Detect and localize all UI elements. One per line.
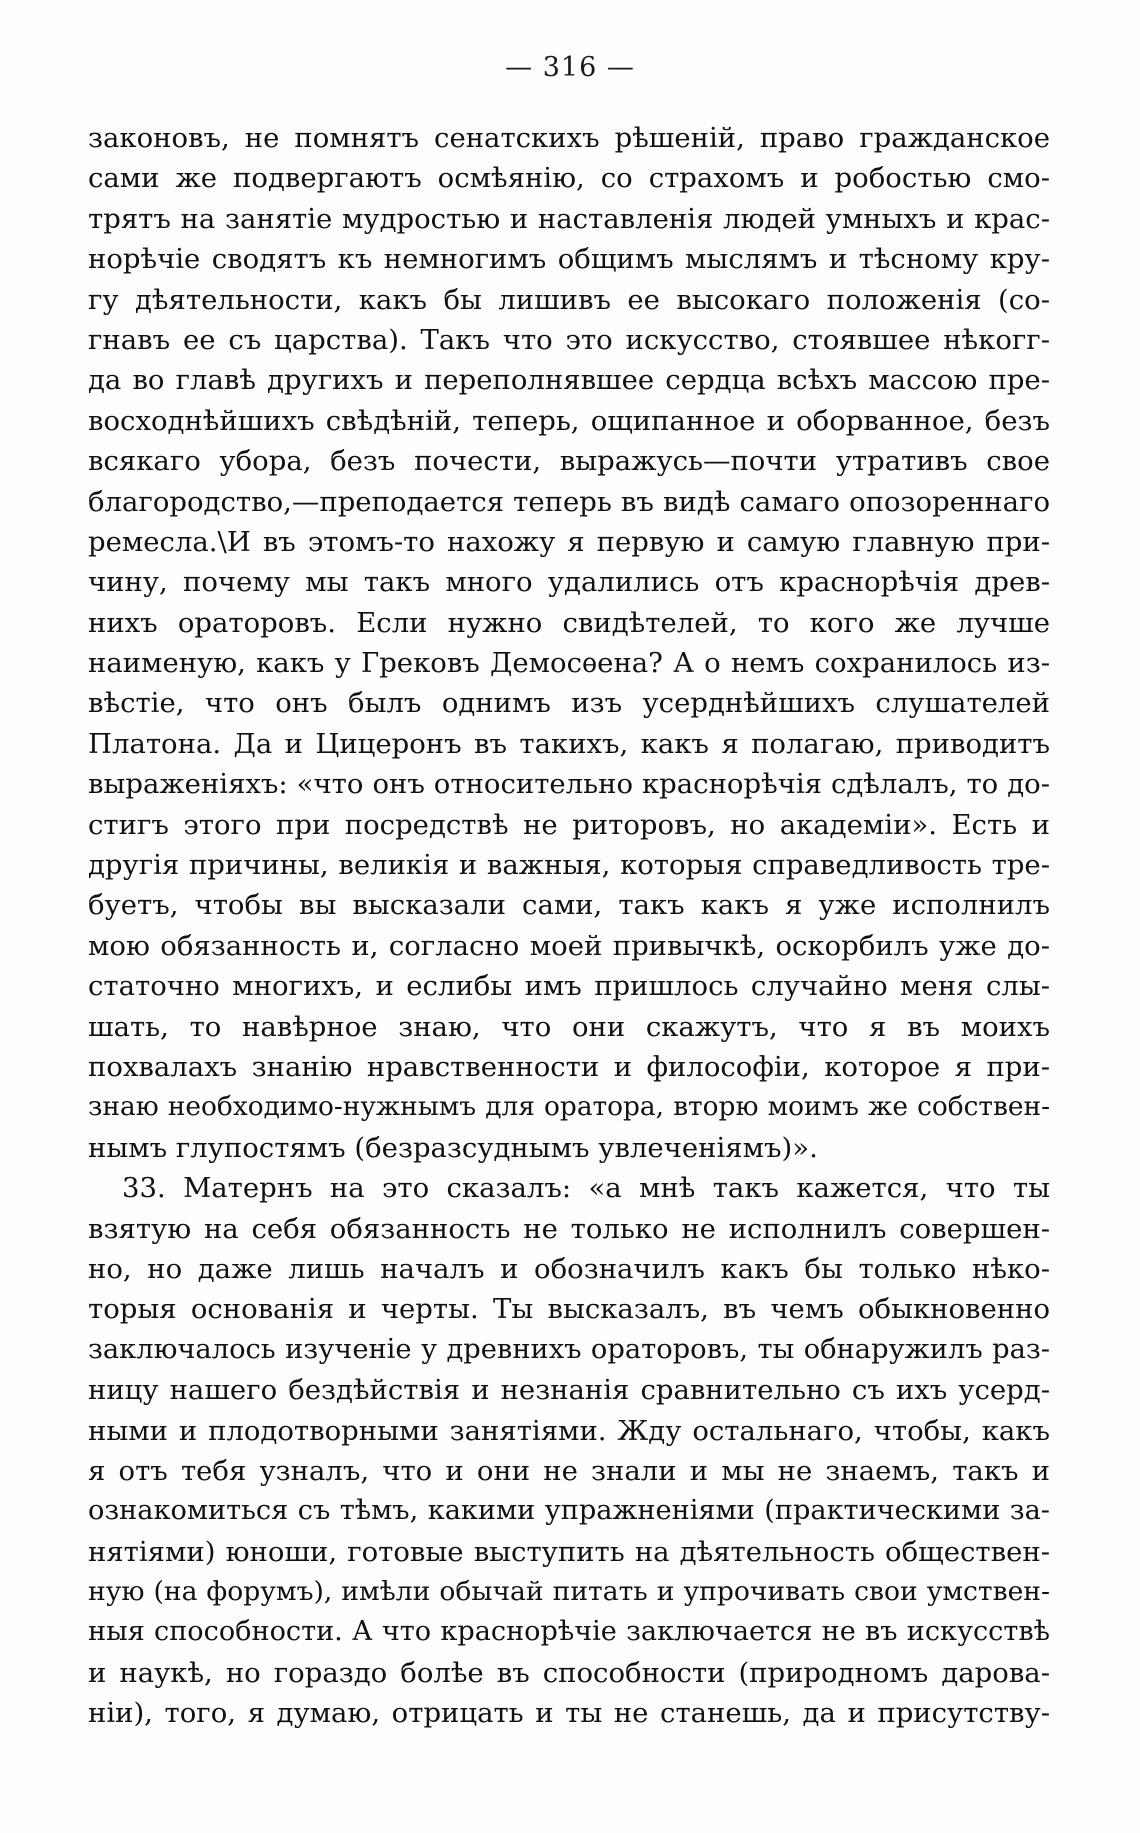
page-number: — 316 — bbox=[505, 52, 635, 83]
text-line: вѣстіе, что онъ былъ однимъ изъ усерднѣйшихъ слушателей bbox=[88, 687, 1050, 720]
text-line: восходнѣйшихъ свѣдѣній, теперь, ощипанное и оборванное, безъ bbox=[88, 404, 1050, 437]
text-line: взятую на себя обязанность не только не исполнилъ совершен- bbox=[88, 1212, 1050, 1245]
text-line: норѣчіе сводятъ къ немногимъ общимъ мыслямъ и тѣсному кру- bbox=[88, 243, 1050, 276]
text-line: да во главѣ другихъ и переполнявшее сердца всѣхъ массою пре- bbox=[88, 364, 1050, 397]
text-line: нятіями) юноши, готовые выступить на дѣятельность обществен- bbox=[88, 1535, 1050, 1568]
text-line: нихъ ораторовъ. Если нужно свидѣтелей, то кого же лучше bbox=[88, 606, 1050, 639]
text-line: выраженіяхъ: «что онъ относительно краснорѣчія сдѣлалъ, то до- bbox=[88, 768, 1050, 801]
text-line: сами же подвергаютъ осмѣянію, со страхомъ и робостью смо- bbox=[88, 162, 1050, 195]
text-line: ознакомиться съ тѣмъ, какими упражненіями (практическими за- bbox=[88, 1495, 1050, 1527]
paragraph-end-line: нымъ глупостямъ (безразсуднымъ увлеченіямъ)». bbox=[88, 1131, 818, 1164]
text-line: ніи), того, я думаю, отрицать и ты не станешь, да и присутству- bbox=[88, 1697, 1050, 1730]
text-line: ныя способности. А что краснорѣчіе заключается не въ искусствѣ bbox=[88, 1616, 1050, 1648]
text-line: законовъ, не помнятъ сенатскихъ рѣшеній, право гражданское bbox=[88, 122, 1050, 154]
text-line: знаю необходимо-нужнымъ для оратора, вторю моимъ же собствен- bbox=[88, 1091, 1050, 1123]
text-line: я отъ тебя узналъ, что и они не знали и мы не знаемъ, такъ и bbox=[88, 1454, 1050, 1487]
text-line: гу дѣятельности, какъ бы лишивъ ее высокаго положенія (со- bbox=[88, 283, 1050, 316]
body-text bbox=[88, 118, 1050, 1734]
text-line: ными и плодотворными занятіями. Жду остальнаго, чтобы, какъ bbox=[88, 1414, 1050, 1447]
text-line: ремесла.\И въ этомъ-то нахожу я первую и самую главную при- bbox=[88, 525, 1050, 558]
text-line: стигъ этого при посредствѣ не риторовъ, но академіи». Есть и bbox=[88, 808, 1050, 841]
text-line: гнавъ ее съ царства). Такъ что это искусство, стоявшее нѣкогг- bbox=[88, 323, 1050, 356]
text-line: похвалахъ знанію нравственности и философіи, которое я при- bbox=[88, 1050, 1050, 1083]
text-line: ницу нашего бездѣйствія и незнанія сравнительно съ ихъ усерд- bbox=[88, 1374, 1050, 1407]
text-line: трятъ на занятіе мудростью и наставленія людей умныхъ и крас- bbox=[88, 202, 1050, 235]
text-line: всякаго убора, безъ почести, выражусь—почти утративъ свое bbox=[88, 445, 1050, 478]
text-line: наименую, какъ у Грековъ Демосѳена? А о немъ сохранилось из- bbox=[88, 647, 1050, 680]
text-line: мою обязанность и, согласно моей привычкѣ, оскорбилъ уже до- bbox=[88, 929, 1050, 962]
text-line: благородство,—преподается теперь въ видѣ самаго опозореннаго bbox=[88, 485, 1050, 518]
text-line: заключалось изученіе у древнихъ ораторовъ, ты обнаружилъ раз- bbox=[88, 1333, 1050, 1365]
text-line: шать, то навѣрное знаю, что они скажутъ, что я въ моихъ bbox=[88, 1010, 1050, 1043]
text-line: и наукѣ, но гораздо болѣе въ способности (природномъ дарова- bbox=[88, 1656, 1050, 1689]
text-line: ную (на форумъ), имѣли обычай питать и упрочивать свои умствен- bbox=[88, 1576, 1050, 1608]
section-33-first-line: 33. Матернъ на это сказалъ: «а мнѣ такъ кажется, что ты bbox=[122, 1172, 1050, 1205]
text-line: но, но даже лишь началъ и обозначилъ какъ бы только нѣко- bbox=[88, 1252, 1050, 1285]
text-line: чину, почему мы такъ много удалились отъ краснорѣчія древ- bbox=[88, 566, 1050, 599]
text-line: торыя основанія и черты. Ты высказалъ, въ чемъ обыкновенно bbox=[88, 1293, 1050, 1326]
text-line: другія причины, великія и важныя, которыя справедливость тре- bbox=[88, 849, 1050, 882]
text-line: Платона. Да и Цицеронъ въ такихъ, какъ я полагаю, приводитъ bbox=[88, 727, 1050, 760]
text-line: буетъ, чтобы вы высказали сами, такъ какъ я уже исполнилъ bbox=[88, 889, 1050, 922]
text-line: статочно многихъ, и еслибы имъ пришлось случайно меня слы- bbox=[88, 970, 1050, 1003]
